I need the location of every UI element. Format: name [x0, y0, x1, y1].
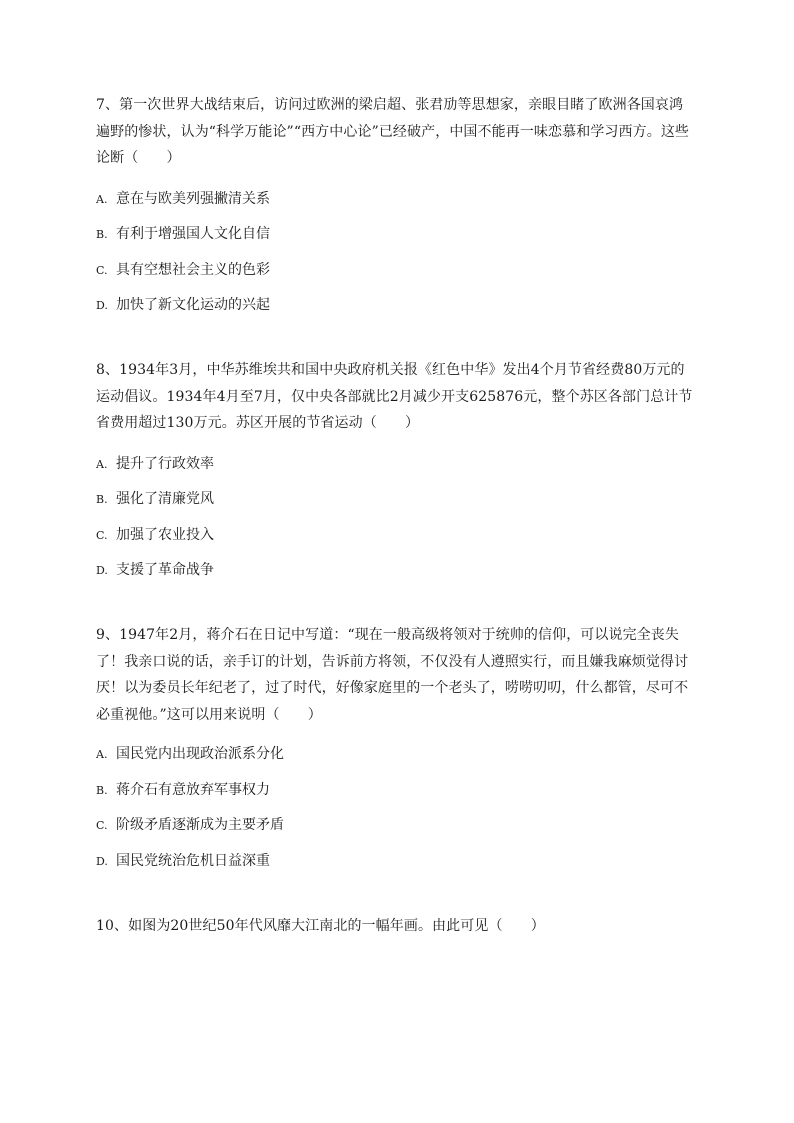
option-list [96, 737, 696, 879]
option-c[interactable] [96, 518, 696, 554]
option-d[interactable] [96, 553, 696, 589]
option-a[interactable] [96, 182, 696, 218]
question-stem: 8、1934年3月，中华苏维埃共和国中央政府机关报《红色中华》发出4个月节省经费80万元的运动倡议。1934年4月至7月，仅中央各部就比2月减少开支625876元，整个苏区各部门总计节省费用超过130万元。苏区开展的节省运动（ ） [96, 362, 693, 431]
option-text: 有利于增强国人文化自信 [116, 226, 270, 242]
option-a[interactable] [96, 737, 696, 773]
option-letter: D. [96, 564, 108, 577]
option-list [96, 447, 696, 589]
option-text: 支援了革命战争 [116, 562, 214, 578]
option-letter: A. [96, 192, 108, 206]
question-8 [96, 357, 696, 589]
option-text: 蒋介石有意放弃军事权力 [116, 781, 270, 798]
option-text: 强化了清廉党风 [116, 491, 214, 507]
option-c[interactable] [96, 808, 696, 844]
option-letter: C. [96, 263, 108, 277]
option-letter: C. [96, 528, 108, 542]
question-10 [96, 913, 696, 940]
option-d[interactable] [96, 844, 696, 880]
option-text: 阶级矛盾逐渐成为主要矛盾 [116, 817, 284, 833]
option-b[interactable] [96, 217, 696, 253]
question-7 [96, 92, 696, 324]
question-stem: 9、1947年2月，蒋介石在日记中写道：“现在一般高级将领对于统帅的信仰，可以说完全丧失了！我亲口说的话，亲手订的计划，告诉前方将领，不仅没有人遵照实行，而且嫌我麻烦觉得讨厌！以为委员长年纪老了，过了时代，好像家庭里的一个老头了，唠唠叨叨，什么都管，尽可不必重视他。”这可以用来说明（ ） [96, 627, 689, 723]
option-letter: D. [96, 854, 108, 868]
option-text: 国民党统治危机日益深重 [116, 852, 270, 869]
option-text: 国民党内出现政治派系分化 [116, 746, 284, 762]
option-c[interactable] [96, 253, 696, 289]
option-text: 具有空想社会主义的色彩 [116, 261, 270, 278]
option-text: 提升了行政效率 [116, 455, 214, 472]
option-d[interactable] [96, 288, 696, 324]
question-stem: 10、如图为20世纪50年代风靡大江南北的一幅年画。由此可见（ ） [96, 918, 545, 934]
option-letter: A. [96, 457, 108, 471]
option-text: 加强了农业投入 [116, 526, 214, 543]
option-letter: B. [96, 783, 108, 797]
option-letter: B. [96, 493, 108, 506]
option-letter: B. [96, 228, 108, 241]
option-list [96, 182, 696, 324]
option-letter: D. [96, 299, 108, 312]
question-stem: 7、第一次世界大战结束后，访问过欧洲的梁启超、张君劢等思想家，亲眼目睹了欧洲各国哀鸿遍野的惨状，认为“科学万能论”“西方中心论”已经破产，中国不能再一味恋慕和学习西方。这些论断（ ） [96, 97, 690, 166]
question-9 [96, 622, 696, 879]
option-text: 意在与欧美列强撇清关系 [116, 190, 270, 207]
option-b[interactable] [96, 773, 696, 809]
option-letter: C. [96, 819, 108, 832]
option-text: 加快了新文化运动的兴起 [116, 297, 270, 313]
option-a[interactable] [96, 447, 696, 483]
option-letter: A. [96, 748, 108, 761]
option-b[interactable] [96, 482, 696, 518]
